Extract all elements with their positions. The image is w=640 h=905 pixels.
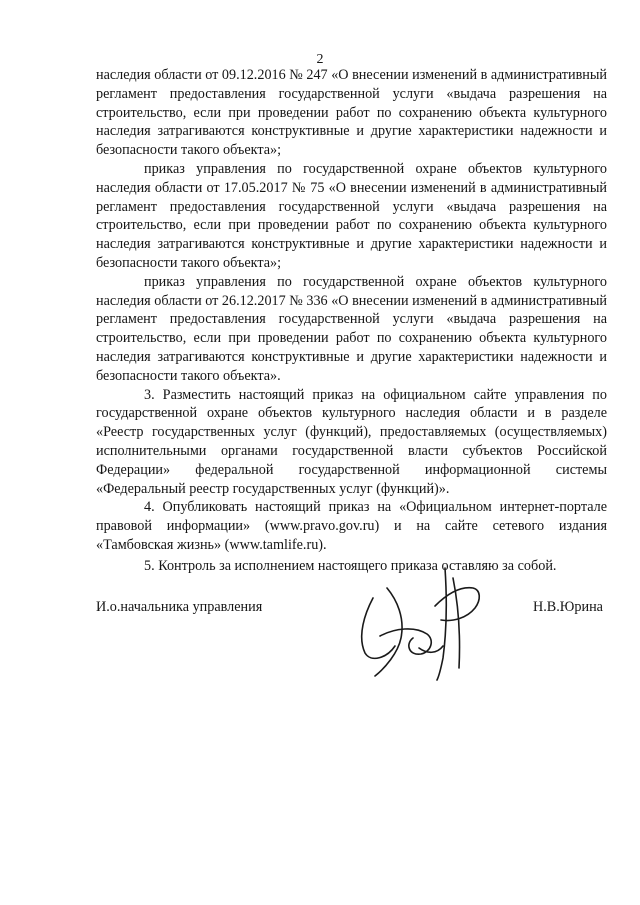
- paragraph-order-75: приказ управления по государственной охране объектов культурного наследия области от 17.05.2017 № 75 «О внесении изменений в административный регламент предоставления государственной услуги «выдача разрешения на строительство, если при проведении работ по сохранению объекта культурного наследия затрагиваются конструктивные и другие характеристики надежности и безопасности такого объекта»;: [96, 160, 607, 271]
- signatory-title: И.о.начальника управления: [96, 599, 263, 615]
- paragraph-item-3: 3. Разместить настоящий приказ на официальном сайте управления по государственной охране объектов культурного наследия области и в разделе «Реестр государственных услуг (функций), предоставляемых (осуществляемых) исполнительными органами государственной власти субъектов Российской Федерации» федеральной государственной информационной системы «Федеральный реестр государственных услуг (функций)».: [96, 386, 607, 497]
- handwritten-signature: [335, 558, 510, 683]
- paragraph-order-336: приказ управления по государственной охране объектов культурного наследия области от 26.12.2017 № 336 «О внесении изменений в административный регламент предоставления государственной услуги «выдача разрешения на строительство, если при проведении работ по сохранению объекта культурного наследия затрагиваются конструктивные и другие характеристики надежности и безопасности такого объекта».: [96, 273, 608, 384]
- document-body: [96, 66, 607, 576]
- page-number: 2: [316, 52, 324, 67]
- paragraph-item-4: 4. Опубликовать настоящий приказ на «Официальном интернет-портале правовой информации» (www.pravo.gov.ru) и на сайте сетевого издания «Тамбовская жизнь» (www.tamlife.ru).: [96, 499, 607, 553]
- paragraph-continuation: наследия области от 09.12.2016 № 247 «О внесении изменений в административный регламент предоставления государственной услуги «выдача разрешения на строительство, если при проведении работ по сохранению объекта культурного наследия затрагиваются конструктивные и другие характеристики надежности и безопасности такого объекта»;: [96, 67, 608, 159]
- signatory-name: Н.В.Юрина: [533, 599, 603, 615]
- paragraph-item-5: 5. Контроль за исполнением настоящего приказа оставляю за собой.: [144, 557, 557, 574]
